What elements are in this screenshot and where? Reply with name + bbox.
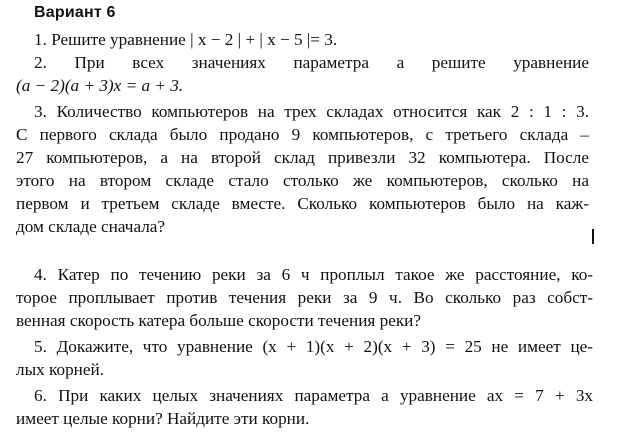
text-cursor: [592, 229, 594, 244]
task-2-line-2: (a − 2)(a + 3)x = a + 3.: [16, 76, 184, 95]
variant-title: Вариант 6: [34, 4, 116, 21]
task-3-number: 3.: [34, 102, 47, 121]
task-3-line-6: дом складе сначала?: [16, 217, 166, 236]
task-1-number: 1.: [34, 30, 47, 49]
task-4-line-3: венная скорость катера больше скорости течения реки?: [16, 311, 422, 330]
task-4-text-1: Катер по течению реки за 6 ч проплыл такое же расстояние, ко-: [57, 265, 594, 284]
task-2-number: 2.: [34, 53, 47, 72]
task-6-text-1: При каких целых значениях параметра a уравнение ax = 7 + 3x: [58, 386, 594, 405]
task-6-number: 6.: [34, 386, 47, 405]
task-3-text-1: Количество компьютеров на трех складах относится как 2 : 1 : 3.: [56, 102, 589, 121]
task-3-line-3: 27 компьютеров, а на второй склад привезли 32 компьютера. После: [16, 148, 589, 167]
task-5-line-1: [34, 336, 593, 358]
task-5-text-1: Докажите, что уравнение (x + 1)(x + 2)(x + 3) = 25 не имеет це-: [56, 337, 594, 356]
task-1-line-1: [34, 29, 337, 51]
task-3-line-4: этого на втором складе стало столько же компьютеров, сколько на: [16, 171, 589, 190]
task-2-text-1: При всех значениях параметра a решите уравнение: [74, 53, 589, 72]
task-4-line-1: [34, 264, 593, 286]
task-6-line-2: имеет целые корни? Найдите эти корни.: [16, 409, 310, 428]
task-4-number: 4.: [34, 265, 47, 284]
task-1-text: Решите уравнение | x − 2 | + | x − 5 |= 3.: [51, 30, 338, 49]
task-5-line-2: лых корней.: [16, 360, 105, 379]
task-3-line-1: [34, 101, 589, 123]
task-5-number: 5.: [34, 337, 47, 356]
task-2-line-1: [34, 52, 589, 74]
task-3-line-5: первом и третьем складе вместе. Сколько компьютеров было на каж-: [16, 194, 589, 213]
task-3-line-2: С первого склада было продано 9 компьютеров, с третьего склада –: [16, 125, 589, 144]
task-4-line-2: торое проплывает против течения реки за 9 ч. Во сколько раз собст-: [16, 288, 593, 307]
task-6-line-1: [34, 385, 593, 407]
